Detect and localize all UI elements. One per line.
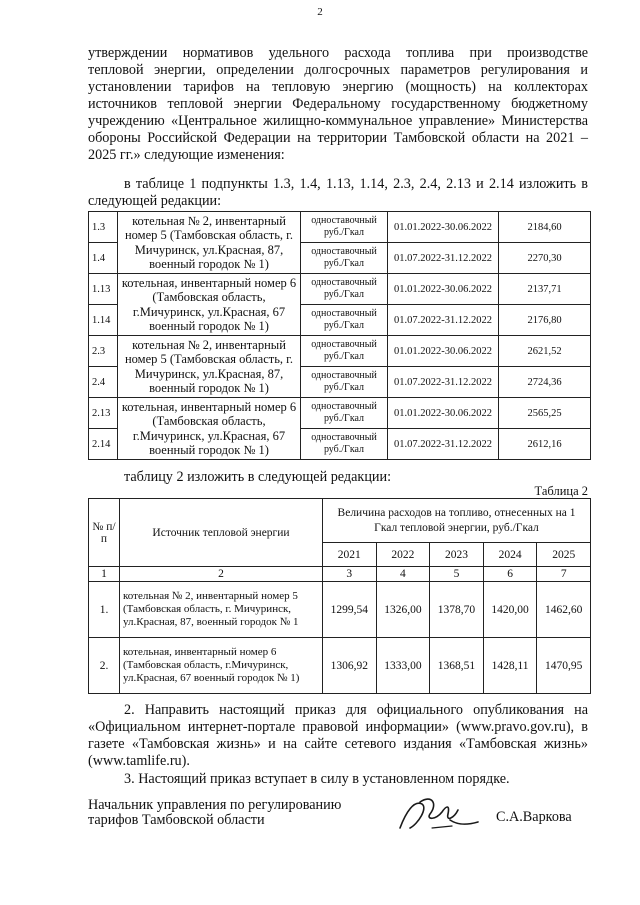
table-row	[89, 212, 591, 243]
period-cell: 01.01.2022-30.06.2022	[388, 274, 499, 305]
source-cell: котельная, инвентарный номер 6 (Тамбовская область, г.Мичуринск, ул.Красная, 67 военный городок № 1)	[118, 398, 301, 460]
signatory-title	[88, 798, 341, 828]
col-number: 3	[323, 567, 377, 582]
column-number-row	[89, 567, 591, 582]
value-cell: 1326,00	[376, 582, 430, 638]
value-cell: 2176,80	[499, 305, 591, 336]
period-cell: 01.01.2022-30.06.2022	[388, 212, 499, 243]
value-cell: 2724,36	[499, 367, 591, 398]
table1-intro-line: в таблице 1 подпункты 1.3, 1.4, 1.13, 1.14, 2.3, 2.4, 2.13 и 2.14 изложить в	[124, 176, 588, 192]
table-row	[89, 582, 591, 638]
source-cell: котельная № 2, инвентарный номер 5 (Тамбовская область, г. Мичуринск, ул.Красная, 87, военный городок № 1	[120, 582, 323, 638]
table-row	[89, 638, 591, 694]
year-cell: 2025	[537, 543, 591, 567]
signatory-title-line: Начальник управления по регулированию	[88, 797, 342, 813]
value-cell: 1378,70	[430, 582, 484, 638]
col-number: 7	[537, 567, 591, 582]
row-number: 1.4	[89, 243, 118, 274]
table-header-row	[89, 499, 591, 543]
source-cell: котельная, инвентарный номер 6 (Тамбовская область, г.Мичуринск, ул.Красная, 67 военный городок № 1)	[120, 638, 323, 694]
year-cell: 2021	[323, 543, 377, 567]
table-row	[89, 274, 591, 305]
unit-cell: одноставочный руб./Гкал	[301, 212, 388, 243]
source-cell: котельная, инвентарный номер 6 (Тамбовская область, г.Мичуринск, ул.Красная, 67 военный городок № 1)	[118, 274, 301, 336]
intro-line: обороны Российской Федерации на территории Тамбовской области на 2021 –	[88, 130, 588, 146]
intro-line: тепловой энергии, определении долгосрочных параметров регулирования и	[88, 62, 588, 78]
period-cell: 01.07.2022-31.12.2022	[388, 243, 499, 274]
item-2-paragraph	[88, 702, 588, 770]
item-2-line: 2. Направить настоящий приказ для официального опубликования на	[124, 702, 588, 718]
table2-intro: таблицу 2 изложить в следующей редакции:	[124, 469, 392, 485]
intro-paragraph	[88, 45, 588, 164]
intro-line: 2025 гг.» следующие изменения:	[88, 147, 285, 163]
table-2	[88, 498, 591, 694]
table1-intro-line: следующей редакции:	[88, 193, 222, 209]
row-number: 1.3	[89, 212, 118, 243]
year-cell: 2022	[376, 543, 430, 567]
row-number: 1.13	[89, 274, 118, 305]
handwritten-signature	[392, 790, 492, 840]
item-2-line: газете «Тамбовская жизнь» и на сайте сетевого издания «Тамбовская жизнь»	[88, 736, 588, 752]
intro-line: утверждении нормативов удельного расхода топлива при производстве	[88, 45, 588, 61]
signatory-title-line: тарифов Тамбовской области	[88, 812, 265, 828]
header-source: Источник тепловой энергии	[120, 499, 323, 567]
unit-cell: одноставочный руб./Гкал	[301, 336, 388, 367]
table1-intro	[88, 176, 588, 210]
table-row	[89, 336, 591, 367]
item-3-paragraph: 3. Настоящий приказ вступает в силу в установленном порядке.	[124, 771, 510, 787]
col-number: 6	[483, 567, 537, 582]
period-cell: 01.01.2022-30.06.2022	[388, 398, 499, 429]
source-cell: котельная № 2, инвентарный номер 5 (Тамбовская область, г. Мичуринск, ул.Красная, 87, военный городок № 1)	[118, 336, 301, 398]
intro-line: учреждению «Центральное жилищно-коммунальное управление» Министерства	[88, 113, 588, 129]
col-number: 5	[430, 567, 484, 582]
item-2-line: (www.tamlife.ru).	[88, 753, 190, 769]
row-number: 1.	[89, 582, 120, 638]
row-number: 2.3	[89, 336, 118, 367]
value-cell: 1306,92	[323, 638, 377, 694]
year-cell: 2023	[430, 543, 484, 567]
unit-cell: одноставочный руб./Гкал	[301, 367, 388, 398]
value-cell: 1333,00	[376, 638, 430, 694]
value-cell: 2612,16	[499, 429, 591, 460]
period-cell: 01.07.2022-31.12.2022	[388, 367, 499, 398]
source-cell: котельная № 2, инвентарный номер 5 (Тамбовская область, г. Мичуринск, ул.Красная, 87, военный городок № 1)	[118, 212, 301, 274]
unit-cell: одноставочный руб./Гкал	[301, 398, 388, 429]
value-cell: 1368,51	[430, 638, 484, 694]
row-number: 2.13	[89, 398, 118, 429]
row-number: 2.	[89, 638, 120, 694]
period-cell: 01.07.2022-31.12.2022	[388, 429, 499, 460]
value-cell: 2137,71	[499, 274, 591, 305]
period-cell: 01.01.2022-30.06.2022	[388, 336, 499, 367]
value-cell: 2270,30	[499, 243, 591, 274]
unit-cell: одноставочный руб./Гкал	[301, 429, 388, 460]
table-row	[89, 398, 591, 429]
table2-caption: Таблица 2	[534, 484, 588, 498]
intro-line: установлении тарифов на тепловую энергию (мощность) на коллекторах	[88, 79, 588, 95]
col-number: 2	[120, 567, 323, 582]
value-cell: 1299,54	[323, 582, 377, 638]
value-cell: 2184,60	[499, 212, 591, 243]
col-number: 1	[89, 567, 120, 582]
unit-cell: одноставочный руб./Гкал	[301, 274, 388, 305]
row-number: 2.14	[89, 429, 118, 460]
period-cell: 01.07.2022-31.12.2022	[388, 305, 499, 336]
signatory-name: С.А.Варкова	[496, 809, 572, 825]
table-1	[88, 211, 591, 460]
unit-cell: одноставочный руб./Гкал	[301, 305, 388, 336]
header-num: № п/п	[89, 499, 120, 567]
item-2-line: «Официальном интернет-портале правовой информации» (www.pravo.gov.ru), в	[88, 719, 588, 735]
row-number: 2.4	[89, 367, 118, 398]
value-cell: 2565,25	[499, 398, 591, 429]
value-cell: 1462,60	[537, 582, 591, 638]
page-number: 2	[317, 6, 323, 18]
value-cell: 2621,52	[499, 336, 591, 367]
value-cell: 1420,00	[483, 582, 537, 638]
row-number: 1.14	[89, 305, 118, 336]
col-number: 4	[376, 567, 430, 582]
value-cell: 1470,95	[537, 638, 591, 694]
unit-cell: одноставочный руб./Гкал	[301, 243, 388, 274]
intro-line: источников тепловой энергии Федеральному государственному бюджетному	[88, 96, 588, 112]
year-cell: 2024	[483, 543, 537, 567]
header-value: Величина расходов на топливо, отнесенных на 1 Гкал тепловой энергии, руб./Гкал	[323, 499, 591, 543]
value-cell: 1428,11	[483, 638, 537, 694]
